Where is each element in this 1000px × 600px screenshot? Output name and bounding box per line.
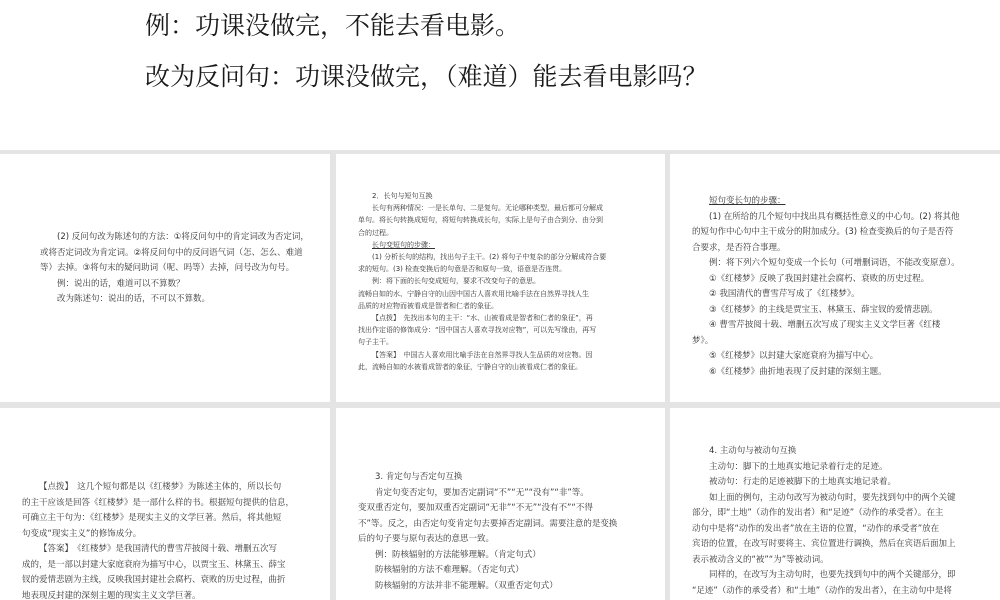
text-line: 流畅自如的水、宁静自守的山因中国古人喜欢用比喻手法在自然界寻找人生	[358, 289, 589, 298]
page-thumbnail-6[interactable]	[670, 408, 1000, 600]
text-line: 品质的对应物而被看成是智者和仁者的象征。	[358, 301, 498, 310]
text-line: 防核辐射的方法不难理解。（否定句式）	[375, 565, 524, 575]
text-line: 后的句子要与原句表达的意思一致。	[358, 534, 495, 544]
text-line: 改为陈述句：说出的话，不可以不算数。	[57, 294, 211, 304]
text-line: 句子主干。	[358, 338, 393, 347]
text-line: 求的短句。(3) 检查变换后的句意是否和原句一致，语意是否连贯。	[358, 265, 567, 274]
text-line: ② 我国清代的曹雪芹写成了《红楼梦》。	[709, 289, 860, 299]
text-line: 【点拨】 先找出本句的主干：“水、山被看成是智者和仁者的象征”，再	[372, 314, 593, 323]
text-line: 或将否定词改为肯定词。②将反问句中的反问语气词（怎、怎么、难道	[40, 247, 303, 258]
text-line: 长句变短句的步骤：	[372, 240, 435, 249]
text-line: 例：说出的话，难道可以不算数？	[57, 278, 185, 289]
text-line: 例：将下列六个短句变成一个长句（可增删词语，不能改变原意）。	[709, 258, 960, 268]
text-line: 此，流畅自如的水被看成智者的象征，宁静自守的山被看成仁者的象征。	[358, 362, 582, 371]
text-line: (2) 反问句改为陈述句的方法：①将反问句中的肯定词改为否定词，	[57, 232, 309, 242]
text-line: ⑤《红楼梦》以封建大家庭衰府为描写中心。	[709, 351, 879, 361]
text-line: 【答案】 中国古人喜欢用比喻手法在自然界寻找人生品质的对应物。因	[372, 350, 593, 359]
text-line: (1) 在所给的几个短句中找出具有概括性意义的中心句。(2) 将其他	[709, 211, 960, 222]
slide-header	[0, 0, 1000, 150]
page-3-text	[692, 194, 988, 380]
text-line: 等）去掉。③将句末的疑问助词（呢、吗等）去掉，问号改为句号。	[40, 263, 295, 273]
text-line: 钗的爱情悲剧为主线，反映我国封建社会腐朽、衰败的历史过程，曲折	[22, 575, 286, 585]
text-line: 被动句：行走的足迹被脚下的土地真实地记录着。	[709, 477, 897, 487]
page-1-text	[40, 230, 315, 308]
page-4-text	[22, 480, 317, 600]
page-2-text	[358, 190, 648, 373]
text-line: 肯定句变否定句，要加否定副词“不”“无”“没有”“非”等。	[375, 487, 589, 498]
text-line: (1) 分析长句的结构，找出句子主干。(2) 将句子中复杂的部分分解成符合要	[372, 253, 607, 262]
page-thumbnail-2[interactable]	[336, 154, 665, 402]
page-thumbnail-1[interactable]	[0, 154, 330, 402]
text-line: 长句有两种情况：一是长单句、二是复句。无论哪种类型，最后都可分解成	[372, 204, 603, 213]
text-line: 地表现反封建的深刻主题的现实主义文学巨著。	[22, 590, 201, 600]
text-line: 表示被动含义的“被”“为”等被动词。	[692, 554, 829, 565]
text-line: 句变成“现实主义”的修饰成分。	[22, 528, 142, 539]
page-5-text	[358, 470, 653, 594]
text-line: 2．长句与短句互换	[372, 192, 433, 200]
text-line: 单句。将长句转换成短句，将短句转换成长句，实际上是句子由合到分、由分到	[358, 216, 603, 225]
text-line: ③《红楼梦》的主线是贾宝玉、林黛玉、薛宝钗的爱情悲剧。	[709, 304, 938, 315]
page-6-text	[692, 444, 988, 599]
text-line: 的主干应该是回答《红楼梦》是一部什么样的书。根据短句提供的信息，	[22, 497, 295, 508]
page-thumbnail-4[interactable]	[0, 408, 330, 600]
text-line: 3. 肯定句与否定句互换	[375, 472, 463, 482]
text-line: ⑥《红楼梦》曲折地表现了反封建的深刻主题。	[709, 366, 887, 377]
text-line: 主动句：脚下的土地真实地记录着行走的足迹。	[709, 461, 888, 472]
text-line: 部分，即“土地”（动作的发出者）和“足迹”（动作的承受者）。在主	[692, 508, 944, 518]
text-line: 宾语的位置，在改写时要将主、宾位置进行调换，然后在宾语后面加上	[692, 539, 956, 549]
text-line: 防核辐射的方法并非不能理解。（双重否定句式）	[375, 580, 558, 591]
text-line: 成的，是一部以封建大家庭衰府为描写中心，以贾宝玉、林黛玉、薛宝	[22, 559, 286, 570]
header-example-line: 例：功课没做完，不能去看电影。	[145, 11, 521, 40]
text-line: 动句中是将“动作的发出者”放在主语的位置，“动作的承受者”放在	[692, 523, 940, 534]
text-line: 如上面的例句，主动句改写为被动句时，要先找到句中的两个关键	[709, 492, 956, 503]
text-line: 短句变长句的步骤：	[709, 196, 786, 206]
text-line: 【答案】 《红楼梦》是我国清代的曹雪芹披阅十载、增删五次写	[39, 544, 278, 554]
header-rewrite-line: 改为反问句：功课没做完，（难道）能去看电影吗？	[145, 62, 708, 91]
text-line: 同样的，在改写为主动句时，也要先找到句中的两个关键部分，即	[709, 570, 956, 580]
text-line: 梦》。	[692, 335, 714, 346]
text-line: 例：防核辐射的方法能够理解。（肯定句式）	[375, 549, 541, 560]
text-line: 4. 主动句与被动句互换	[709, 446, 797, 456]
text-line: ④ 曹雪芹披阅十载、增删五次写成了现实主义文学巨著《红楼	[709, 320, 941, 330]
text-line: 例：将下面的长句变成短句，要求不改变句子的意思。	[372, 277, 540, 286]
text-line: 合的过程。	[358, 228, 393, 237]
text-line: 的短句作中心句中主干成分的附加成分。(3) 检查变换后的句子是否符	[692, 227, 954, 237]
text-line: ①《红楼梦》反映了我国封建社会腐朽、衰败的历史过程。	[709, 273, 930, 284]
text-line: 变双重否定句，要加双重否定副词“无非”“不无”“没有不”“不得	[358, 503, 593, 513]
text-line: 合要求，是否符合事理。	[692, 242, 786, 253]
page-thumbnail-3[interactable]	[670, 154, 1000, 402]
text-line: “足迹”（动作的承受者）和“土地”（动作的发出者），在主动句中是将	[692, 585, 952, 596]
text-line: 【点拨】 这几个短句都是以《红楼梦》为陈述主体的，所以长句	[39, 482, 282, 492]
page-thumbnail-5[interactable]	[336, 408, 665, 600]
text-line: 找出作定语的修饰成分：“因中国古人喜欢寻找对应物”，可以先写缘由，再写	[358, 326, 597, 335]
text-line: 可确立主干句为：《红楼梦》是现实主义的文学巨著。然后，将其他短	[22, 513, 282, 523]
text-line: 不”等。反之，由否定句变肯定句去要掉否定副词。需要注意的是变换	[358, 518, 618, 529]
